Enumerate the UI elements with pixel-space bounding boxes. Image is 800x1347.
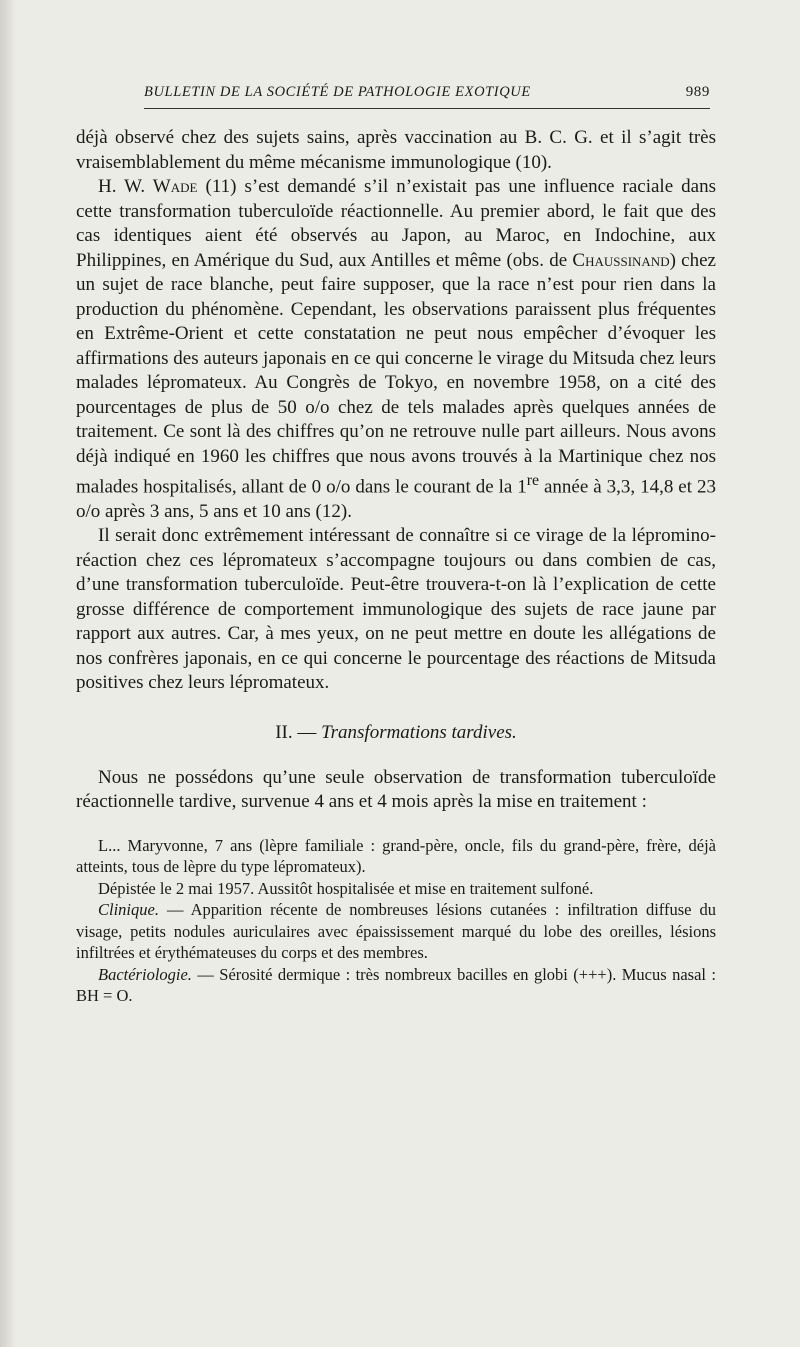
clinical-text: — Apparition récente de nombreuses lésions cutanées : infiltration diffuse du visage, petits nodules auriculaires avec épaississement marqué du lobe des oreilles, lésions infiltrées et érythémateuses du corps et des membres. <box>76 900 716 963</box>
main-text <box>76 126 716 1007</box>
author-wade: H. W. Wade <box>98 176 198 197</box>
bacteriology-text: — Sérosité dermique : très nombreux bacilles en globi (+++). Mucus nasal : BH = O. <box>76 964 716 1006</box>
running-header <box>144 84 710 109</box>
clinical-label: Clinique. <box>98 900 159 920</box>
section-number: II. — <box>275 721 322 743</box>
bacteriology-label: Bactériologie. <box>98 964 192 984</box>
paragraph-1: déjà observé chez des sujets sains, après vaccination au B. C. G. et il s’agit très vraisemblablement du même mécanisme immunologique (10). <box>76 127 716 173</box>
section-heading <box>76 722 716 744</box>
author-chaussinand: Chaussinand <box>572 249 670 271</box>
page-number: 989 <box>685 84 710 100</box>
case-clinical <box>76 899 716 964</box>
paragraph-2-part-a: (11) s’est demandé s’il n’existait pas une influence raciale dans cette transformation tuberculoïde réactionnelle. Au premier abord, le fait que des cas identiques aient été observés au Japon, au Maroc, en Indochine, aux Philippines, en Amérique du Sud, aux Antilles et même (obs. de <box>76 176 717 271</box>
paragraph-2-part-c: année à 3,3, 14,8 et 23 o/o après 3 ans, 5 ans et 10 ans (12). <box>76 476 716 522</box>
ordinal-superscript: re <box>526 472 540 489</box>
case-screening: Dépistée le 2 mai 1957. Aussitôt hospitalisée et mise en traitement sulfoné. <box>98 878 594 898</box>
section-paragraph: Nous ne possédons qu’une seule observation de transformation tuberculoïde réactionnelle tardive, survenue 4 ans et 4 mois après la mise en traitement : <box>76 766 716 813</box>
section-title: Transformations tardives. <box>321 721 517 743</box>
paragraph-3: Il serait donc extrêmement intéressant de connaître si ce virage de la lépromino-réaction chez ces lépromateux s’accompagne toujours ou dans combien de cas, d’une transformation tuberculoïde. Peut-être trouvera-t-on là l’explication de cette grosse différence de comportement immunologique des sujets de race jaune par rapport aux autres. Car, à mes yeux, on ne peut mettre en doute les allégations de nos confrères japonais, en ce qui concerne le pourcentage des réactions de Mitsuda positives chez leurs lépromateux. <box>76 525 716 694</box>
paragraph-2-part-b: ) chez un sujet de race blanche, peut faire supposer, que la race n’est pour rien dans la production du phénomène. Cependant, les observations paraissent plus fréquentes en Extrême-Orient et cette constatation ne peut nous empêcher d’évoquer les affirmations des auteurs japonais en ce qui concerne le virage du Mitsuda chez leurs malades lépromateux. Au Congrès de Tokyo, en novembre 1958, on a cité des pourcentages de plus de 50 o/o chez de tels malades après quelques années de traitement. Ce sont là des chiffres qu’on ne retrouve nulle part ailleurs. Nous avons déjà indiqué en 1960 les chiffres que nous avons trouvés à la Martinique chez nos malades hospitalisés, allant de 0 o/o dans le courant de la 1 <box>76 249 716 498</box>
running-title: BULLETIN DE LA SOCIÉTÉ DE PATHOLOGIE EXOTIQUE <box>144 84 531 100</box>
paragraph-2 <box>76 175 716 524</box>
case-identity: L... Maryvonne, 7 ans (lèpre familiale : grand-père, oncle, fils du grand-père, frère, déjà atteints, tous de lèpre du type lépromateux). <box>76 835 716 877</box>
page-edge-shadow <box>0 0 16 1347</box>
case-bacteriology <box>76 964 716 1007</box>
